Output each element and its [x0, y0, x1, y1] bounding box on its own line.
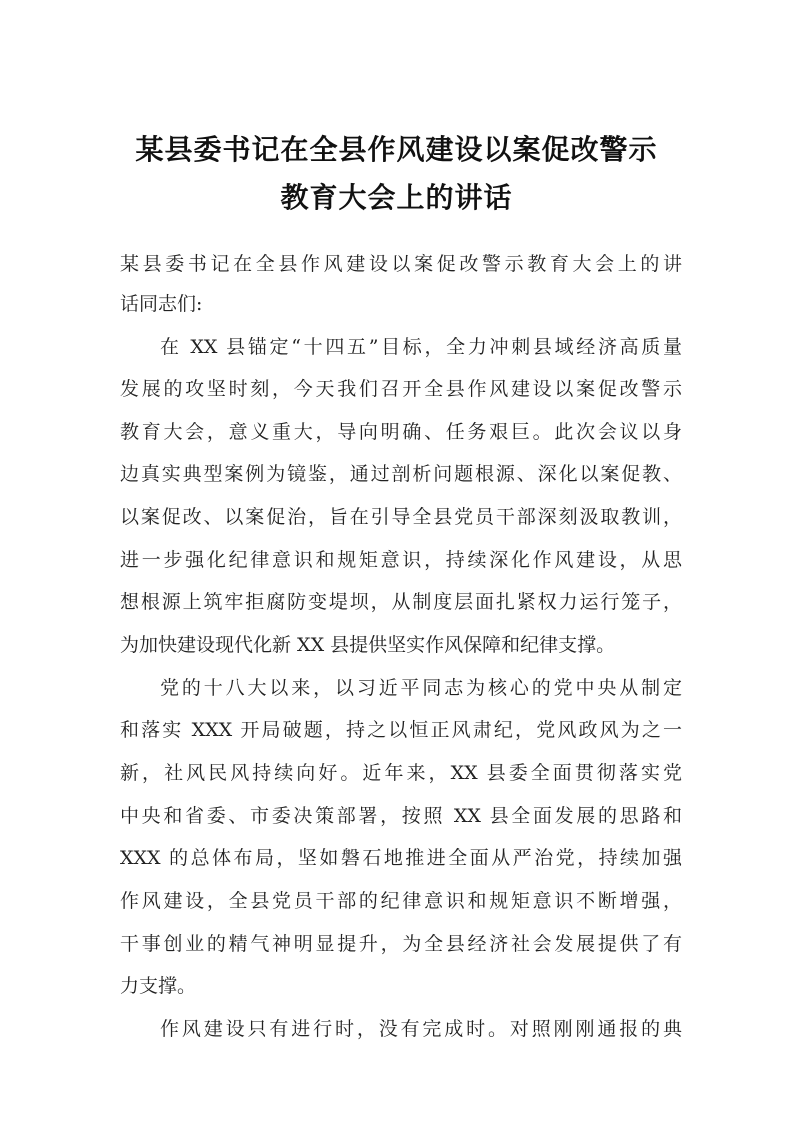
- body-line-12: 和落实 XXX 开局破题，持之以恒正风肃纪，党风政风为之一: [120, 719, 682, 741]
- document-title-line-2: 教育大会上的讲话: [280, 181, 513, 214]
- body-line-15: XXX 的总体布局，坚如磐石地推进全面从严治党，持续加强: [120, 847, 682, 869]
- body-line-18: 力支撑。: [120, 975, 197, 997]
- body-line-3: 在 XX 县锚定“十四五”目标，全力冲刺县域经济高质量: [160, 336, 682, 358]
- body-line-19: 作风建设只有进行时，没有完成时。对照刚刚通报的典: [160, 1018, 682, 1040]
- body-line-16: 作风建设，全县党员干部的纪律意识和规矩意识不断增强，: [120, 890, 682, 912]
- body-line-7: 以案促改、以案促治，旨在引导全县党员干部深刻汲取教训，: [120, 506, 682, 528]
- body-line-8: 进一步强化纪律意识和规矩意识，持续深化作风建设，从思: [120, 549, 682, 571]
- body-line-5: 教育大会，意义重大，导向明确、任务艰巨。此次会议以身: [120, 421, 682, 443]
- body-line-2: 话同志们:: [120, 293, 203, 315]
- body-line-11: 党的十八大以来，以习近平同志为核心的党中央从制定: [160, 677, 682, 699]
- body-line-6: 边真实典型案例为镜鉴，通过剖析问题根源、深化以案促教、: [120, 463, 682, 485]
- document-title-line-1: 某县委书记在全县作风建设以案促改警示: [135, 133, 658, 166]
- body-line-9: 想根源上筑牢拒腐防变堤坝，从制度层面扎紧权力运行笼子，: [120, 591, 682, 613]
- body-line-4: 发展的攻坚时刻，今天我们召开全县作风建设以案促改警示: [120, 378, 682, 400]
- body-line-10: 为加快建设现代化新 XX 县提供坚实作风保障和纪律支撑。: [120, 634, 616, 656]
- body-line-1: 某县委书记在全县作风建设以案促改警示教育大会上的讲: [120, 253, 682, 275]
- body-line-14: 中央和省委、市委决策部署，按照 XX 县全面发展的思路和: [120, 805, 682, 827]
- body-line-17: 干事创业的精气神明显提升，为全县经济社会发展提供了有: [120, 933, 682, 955]
- body-line-13: 新，社风民风持续向好。近年来，XX 县委全面贯彻落实党: [120, 762, 682, 784]
